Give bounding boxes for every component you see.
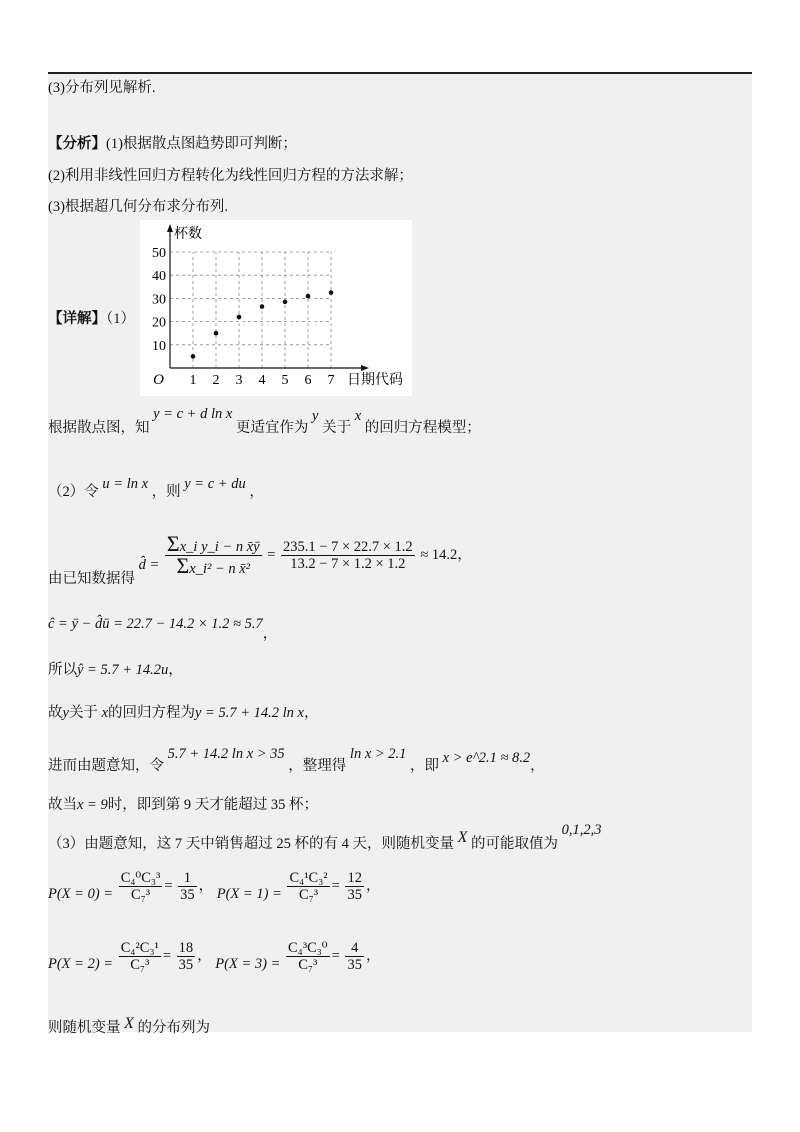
prob-3-lhs: P(X = 3) = <box>215 955 281 972</box>
probability-row-1 <box>48 870 381 920</box>
var-y: y <box>312 408 319 424</box>
prob-0-combination <box>119 870 163 903</box>
text: ， <box>365 877 381 894</box>
equals: = <box>162 947 172 964</box>
var-x: x <box>354 408 362 424</box>
origin-label: O <box>153 372 164 388</box>
y-tick-label: 50 <box>152 246 166 261</box>
d-hat-fraction <box>165 531 262 578</box>
text: ， <box>168 662 183 678</box>
text: 关于 <box>68 705 98 721</box>
linear-equation: y = c + du <box>184 476 246 492</box>
text: 的分布列为 <box>137 1020 211 1036</box>
data-point <box>260 304 265 309</box>
numeric-fraction <box>281 539 415 572</box>
text: 故当 <box>48 797 77 813</box>
data-point <box>283 300 288 305</box>
text: 更适宜作为 <box>235 420 309 436</box>
text: ， <box>249 484 264 500</box>
scatter-chart <box>140 220 412 396</box>
fraction-numerator: 18 <box>178 940 194 956</box>
inequality-3: x > e^2.1 ≈ 8.2 <box>442 750 531 766</box>
text: ， <box>198 877 214 894</box>
detail-part-1: （1） <box>106 311 135 327</box>
sum-symbol: Σ <box>176 553 190 578</box>
text: 进而由题意知，令 <box>48 758 164 774</box>
fraction-denominator: C₇³ <box>130 887 151 903</box>
y-tick-label: 40 <box>152 269 166 285</box>
y-hat-line <box>48 660 183 680</box>
data-point <box>237 315 242 320</box>
x-tick-label: 3 <box>235 373 243 388</box>
text: 根据散点图，知 <box>48 420 150 436</box>
analysis-text: (3)根据超几何分布求分布列. <box>48 199 229 215</box>
equals: = <box>267 546 276 563</box>
data-point <box>306 294 311 299</box>
text: ，则 <box>151 484 181 500</box>
part1-line <box>48 406 481 438</box>
text: 的回归方程模型； <box>364 420 481 436</box>
d-hat-symbol: d̂ = <box>138 556 160 573</box>
text: 关于 <box>322 420 352 436</box>
text: ， <box>262 626 278 642</box>
result: ≈ 14.2 <box>420 546 458 563</box>
y-tick-label: 10 <box>152 338 166 354</box>
data-point <box>329 290 334 295</box>
fraction-numerator: 1 <box>178 870 197 887</box>
answer-line-3 <box>48 78 156 98</box>
fraction-numerator: 12 <box>347 870 362 886</box>
analysis-line-2 <box>48 166 413 186</box>
d-hat-line <box>48 531 472 596</box>
x-tick-label: 7 <box>327 373 335 388</box>
fraction-denominator: 35 <box>347 887 362 903</box>
var-X: X <box>457 829 468 846</box>
equals: = <box>331 877 340 894</box>
fraction-numerator: C₄²C₃¹ <box>120 940 159 956</box>
inequality-line <box>48 746 545 776</box>
analysis-line-3 <box>48 197 228 217</box>
inequality-2: ln x > 2.1 <box>349 746 407 762</box>
y-axis-label: 杯数 <box>174 227 202 242</box>
fraction-denominator: 35 <box>178 957 194 973</box>
x-axis-label: 日期代码 <box>347 373 403 388</box>
denominator-text: x_i² − n x̄² <box>189 561 251 577</box>
text: ， <box>303 705 319 721</box>
equals: = <box>164 877 173 894</box>
inequality-1: 5.7 + 14.2 ln x > 35 <box>167 746 285 762</box>
text: （3）由题意知，这 7 天中销售超过 25 杯的有 4 天，则随机变量 <box>48 836 454 852</box>
analysis-text: (1)根据散点图趋势即可判断； <box>106 136 297 152</box>
prob-2-combination <box>119 940 161 973</box>
fraction-numerator: C₄¹C₃² <box>289 870 328 886</box>
substitution-equation: u = ln x <box>102 476 148 492</box>
text: 故 <box>48 705 63 721</box>
x-tick-label: 1 <box>189 373 197 388</box>
x-tick-label: 2 <box>212 373 220 388</box>
fraction-denominator: C₇³ <box>299 887 319 903</box>
text: 的可能取值为 <box>471 836 559 852</box>
var-x: x <box>101 705 108 721</box>
fraction-numerator: C₄⁰C₃³ <box>120 870 161 886</box>
possible-values: 0,1,2,3 <box>561 822 602 838</box>
text: 的回归方程为 <box>108 705 195 721</box>
text: ， <box>457 546 472 563</box>
fraction-denominator: 35 <box>347 957 362 973</box>
x-axis-arrow <box>361 365 369 371</box>
part3-line <box>48 822 602 854</box>
part2-line <box>48 476 264 502</box>
regression-equation: y = 5.7 + 14.2 ln x <box>195 705 304 721</box>
data-point <box>191 354 196 359</box>
fraction-numerator: 235.1 − 7 × 22.7 × 1.2 <box>283 539 413 555</box>
text: ， <box>365 947 381 964</box>
x-equals-9: x = 9 <box>77 797 108 813</box>
prob-1-value <box>345 870 364 903</box>
prob-3-combination <box>286 940 330 973</box>
data-point <box>214 331 219 336</box>
sum-symbol: Σ <box>166 531 180 556</box>
analysis-tag: 【分析】 <box>48 136 106 152</box>
text: （2）令 <box>48 484 99 500</box>
prob-2-lhs: P(X = 2) = <box>48 955 114 972</box>
text: ，即 <box>410 758 440 774</box>
analysis-text: (2)利用非线性回归方程转化为线性回归方程的方法求解； <box>48 168 413 184</box>
model-equation: y = c + d ln x <box>153 406 233 422</box>
conclusion-line <box>48 795 318 815</box>
prob-3-value <box>345 940 364 973</box>
x-tick-label: 4 <box>258 373 266 388</box>
var-X: X <box>124 1015 134 1032</box>
regression-line <box>48 703 318 723</box>
text: 时，即到第 9 天才能超过 35 杯； <box>107 797 318 813</box>
detail-heading <box>48 309 135 329</box>
y-axis-arrow <box>167 224 173 232</box>
c-hat-equation: ĉ = ȳ − d̂ū = 22.7 − 14.2 × 1.2 ≈ 5.7 <box>48 616 263 632</box>
var-y: y <box>62 705 69 721</box>
answer-text: (3)分布列见解析. <box>48 80 156 96</box>
text: 由已知数据得 <box>48 570 135 587</box>
text: 所以 <box>48 662 77 678</box>
fraction-denominator: 13.2 − 7 × 1.2 × 1.2 <box>290 556 406 572</box>
prob-2-value <box>177 940 196 973</box>
prob-1-combination <box>287 870 329 903</box>
text: ， <box>197 947 212 964</box>
y-tick-label: 30 <box>152 292 166 308</box>
detail-tag: 【详解】 <box>48 311 106 327</box>
distribution-intro <box>48 1015 211 1038</box>
x-tick-label: 6 <box>304 373 312 388</box>
c-hat-line <box>48 614 278 642</box>
scatter-chart-svg <box>140 220 412 396</box>
fraction-denominator <box>165 553 262 578</box>
y-tick-label: 20 <box>152 315 166 331</box>
fraction-numerator: 4 <box>345 940 364 957</box>
text: ，整理得 <box>288 758 347 774</box>
numerator-text: x_i y_i − n x̄ȳ <box>179 539 260 555</box>
prob-0-value <box>178 870 197 903</box>
text: 则随机变量 <box>48 1020 121 1036</box>
y-hat-equation: ŷ = 5.7 + 14.2u <box>77 662 169 678</box>
fraction-denominator: C₇³ <box>130 957 150 973</box>
equals: = <box>331 947 340 964</box>
text: ， <box>530 758 545 774</box>
probability-row-2 <box>48 940 381 990</box>
fraction-numerator: C₄³C₃⁰ <box>288 940 328 956</box>
x-tick-label: 5 <box>281 373 289 388</box>
analysis-line-1 <box>48 134 297 154</box>
fraction-denominator: 35 <box>180 887 195 903</box>
prob-1-lhs: P(X = 1) = <box>216 885 282 902</box>
prob-0-lhs: P(X = 0) = <box>48 885 114 902</box>
fraction-denominator: C₇³ <box>298 957 318 973</box>
